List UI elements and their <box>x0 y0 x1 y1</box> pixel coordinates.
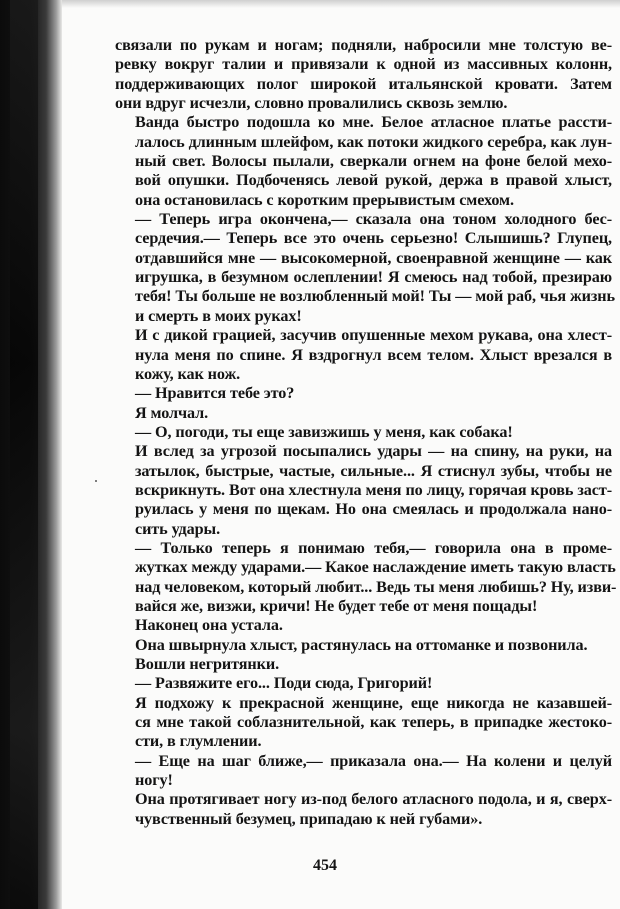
paragraph <box>115 538 617 616</box>
text-line: Наконец она устала. <box>135 616 283 635</box>
text-line: ревку вокруг талии и привязали к одной из массивных колонн, <box>115 55 612 74</box>
text-line: — Только теперь я понимаю тебя,— говорила она в проме- <box>135 538 612 557</box>
paragraph <box>115 655 612 674</box>
text-line: ногу! <box>135 771 173 790</box>
text-line: — Нравится тебе это? <box>135 384 295 403</box>
text-line: Она протягивает ногу из-под белого атласного подола, и я, сверх- <box>135 790 612 809</box>
text-line: сердечия.— Теперь все это очень серьезно! Слышишь? Глупец, <box>135 229 612 248</box>
text-line: руилась у меня по щекам. Но она смеялась и продолжала нано- <box>135 500 612 519</box>
text-line: Она швырнула хлыст, растянулась на оттоманке и позвонила. <box>135 635 588 654</box>
text-line: кожу, как нож. <box>135 364 241 383</box>
text-line: лалось длинным шлейфом, как потоки жидкого серебра, как лун- <box>135 132 612 151</box>
text-line: она остановилась с коротким прерывистым смехом. <box>135 190 514 209</box>
paragraph <box>115 326 612 384</box>
scan-speck <box>95 480 97 482</box>
text-line: затылок, быстрые, частые, сильные... Я стиснул зубы, чтобы не <box>135 461 612 480</box>
paragraph <box>115 790 612 829</box>
text-line: и смерть в моих руках! <box>135 306 302 325</box>
paragraph <box>115 384 612 403</box>
paragraph <box>115 752 612 791</box>
text-line: ся мне такой соблазнительной, как теперь, в припадке жестоко- <box>135 713 612 732</box>
text-line: вой опушки. Подбоченясь левой рукой, держа в правой хлыст, <box>135 171 612 190</box>
paragraph <box>115 404 612 423</box>
text-line: сти, в глумлении. <box>135 732 262 751</box>
binding-shadow <box>0 0 62 909</box>
text-line: связали по рукам и ногам; подняли, набросили мне толстую ве- <box>115 36 612 54</box>
text-line: сить удары. <box>135 519 221 538</box>
text-line: — Теперь игра окончена,— сказала она тоном холодного бес- <box>135 210 612 229</box>
paragraph <box>115 616 612 635</box>
text-line: игрушка, в безумном ослеплении! Я смеюсь над тобой, презираю <box>135 268 612 287</box>
binding-edge <box>10 0 38 909</box>
top-edge-shadow <box>62 0 620 8</box>
text-line: И вслед за угрозой посыпались удары — на спину, на руки, на <box>135 442 612 461</box>
text-line: Я молчал. <box>135 403 209 422</box>
text-line: тебя! Ты больше не возлюбленный мой! Ты — мой раб, чья жизнь <box>135 287 615 306</box>
text-line: — Развяжите его... Поди сюда, Григорий! <box>135 674 433 693</box>
text-line: поддерживающих полог широкой итальянской кровати. Затем <box>115 74 612 93</box>
paragraph <box>115 674 612 693</box>
text-line: над человеком, который любит... Ведь ты меня любишь? Ну, изви- <box>135 577 617 596</box>
paragraph <box>115 442 612 539</box>
body-text <box>115 36 617 829</box>
text-line: — О, погоди, ты еще завизжишь у меня, как собака! <box>135 422 513 441</box>
text-line: они вдруг исчезли, словно провалились сквозь землю. <box>115 94 508 113</box>
paragraph <box>115 36 612 113</box>
text-line: — Еще на шаг ближе,— приказала она.— На колени и целуй <box>135 751 612 770</box>
text-line: жутках между ударами.— Какое наслаждение иметь такую власть <box>135 558 616 577</box>
text-line: Ванда быстро подошла ко мне. Белое атласное платье рассти- <box>135 113 612 132</box>
text-line: вскрикнуть. Вот она хлестнула меня по лицу, горячая кровь заст- <box>135 480 612 499</box>
text-line: отдавшийся мне — высокомерной, своенравной женщине — как <box>135 248 612 267</box>
paragraph <box>115 210 615 326</box>
text-line: И с дикой грацией, засучив опушенные мехом рукава, она хлест- <box>135 326 612 345</box>
paragraph <box>115 694 612 752</box>
text-line: Я подхожу к прекрасной женщине, еще никогда не казавшей- <box>135 693 612 712</box>
page-number: 454 <box>313 857 337 874</box>
paragraph <box>115 636 612 655</box>
text-line: ный свет. Волосы пылали, сверкали огнем на фоне белой мехо- <box>135 152 612 171</box>
text-line: вайся же, визжи, кричи! Не будет тебе от меня пощады! <box>135 596 538 615</box>
paragraph <box>115 113 612 210</box>
text-line: Вошли негритянки. <box>135 655 280 673</box>
text-line: чувственный безумец, припадаю к ней губами». <box>135 809 483 828</box>
paragraph <box>115 423 612 442</box>
text-line: нула меня по спине. Я вздрогнул всем телом. Хлыст врезался в <box>135 345 612 364</box>
